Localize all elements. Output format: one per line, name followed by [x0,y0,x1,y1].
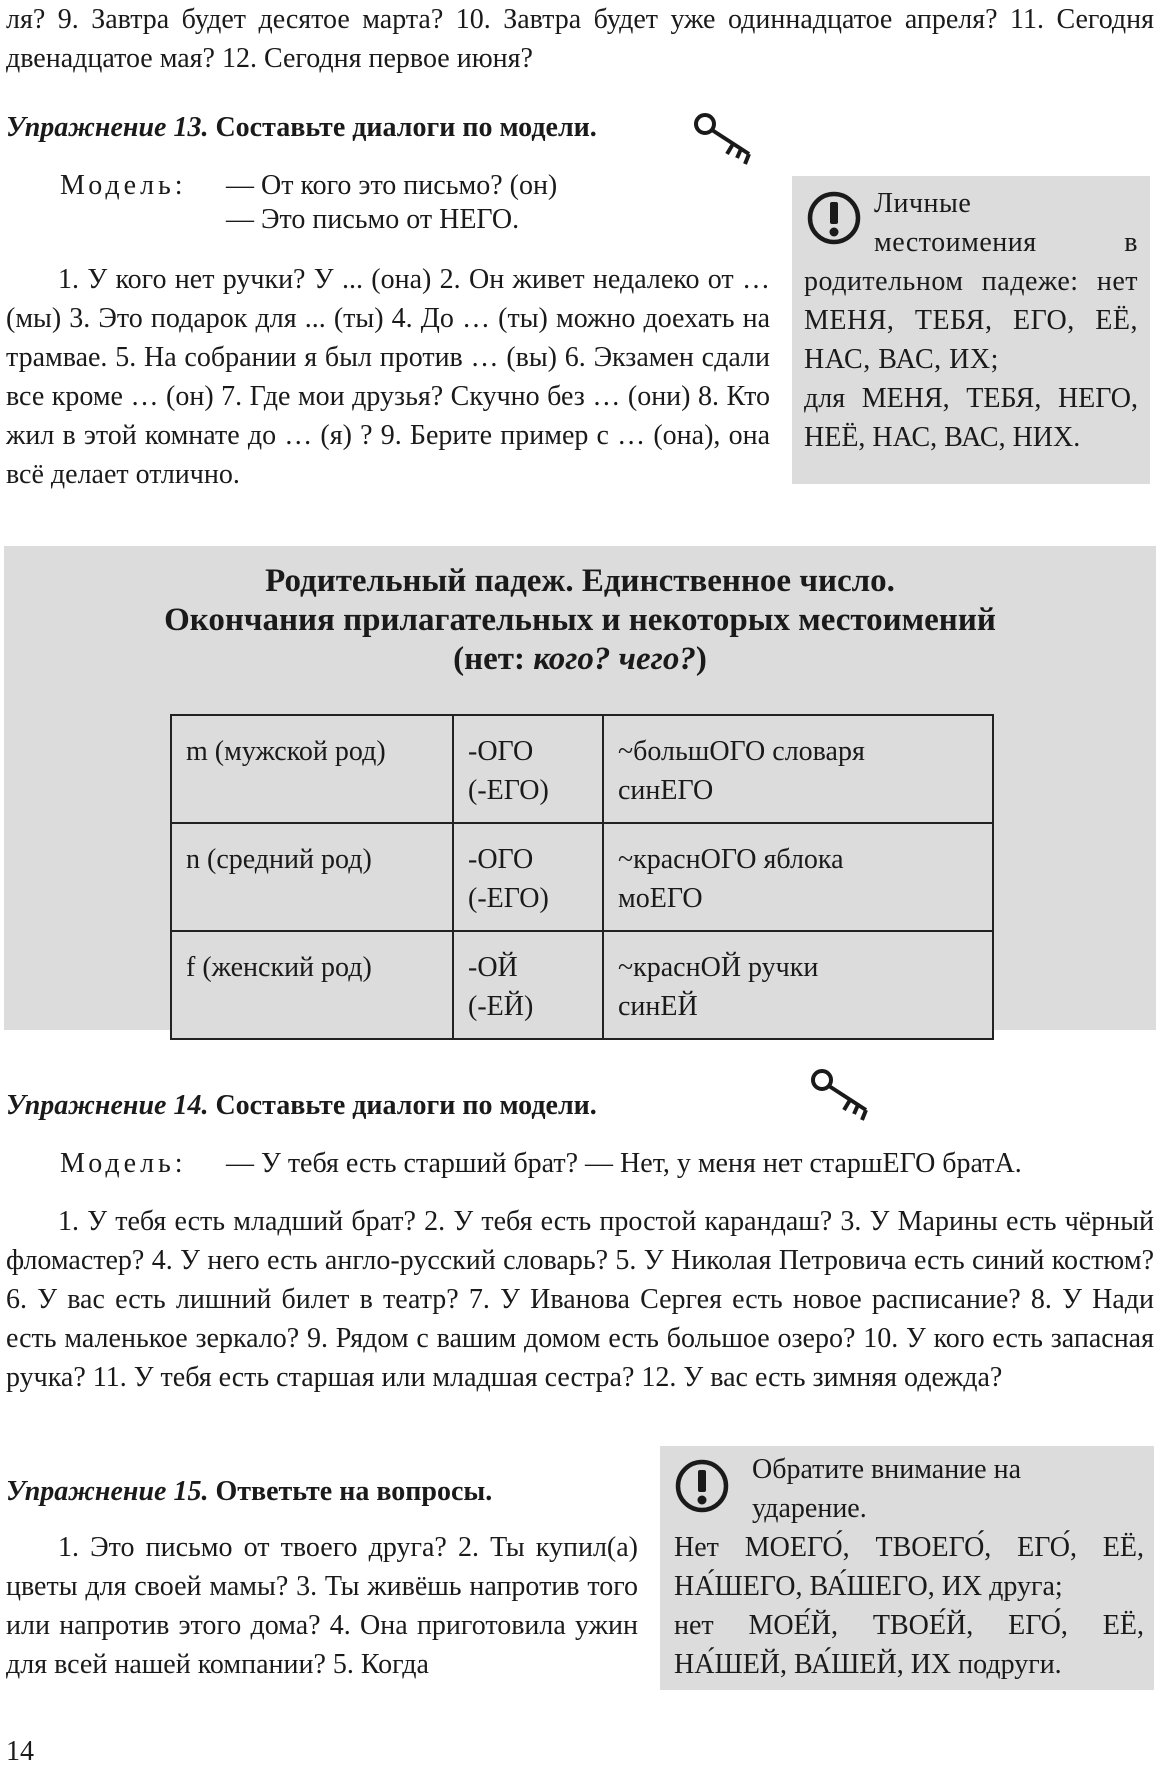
key-icon [810,1066,874,1124]
note-2-line2: Нет МОЕГО́, ТВОЕГО́, ЕГО́, ЕЁ, НА́ШЕГО, ВА́ШЕГО, ИХ друга; [674,1532,1144,1602]
ending-main: -ОГО [468,844,534,875]
exclamation-icon [674,1458,730,1514]
exercise-15-body: 1. Это письмо от твоего друга? 2. Ты купил(а) цветы для своей мамы? 3. Ты живёшь напротив того или напротив этого дома? 4. Она приготовила ужин для всей нашей компании? 5. Когда [6,1532,638,1680]
example-main: ~краснОГО яблока [618,844,844,875]
example-main: ~краснОЙ ручки [618,952,819,983]
model-line-1: — От кого это письмо? (он) [226,170,558,201]
page-number: 14 [6,1736,34,1767]
note-box-stress [660,1446,1154,1690]
example-alt: синЕЙ [618,991,698,1022]
ending-alt: (-ЕГО) [468,883,549,914]
table-row [171,823,993,931]
endings-table [170,714,994,1040]
example-cell [603,931,993,1039]
note-1-text [804,184,1138,457]
exercise-14-body: 1. У тебя есть младший брат? 2. У тебя есть простой карандаш? 3. У Марины есть чёрный фломастер? 4. У него есть англо-русский словарь? 5. У Николая Петровича есть синий костюм? 6. У вас есть лишний билет в театр? 7. У Иванова Сергея есть новое расписание? 8. У Нади есть маленькое зеркало? 9. Рядом с вашим домом есть большое озеро? 10. У кого есть запасная ручка? 11. У тебя есть старшая или младшая сестра? 12. У вас есть зимняя одежда? [6,1206,1154,1393]
exercise-14-label: Упражнение 14. [6,1090,209,1121]
table-row [171,931,993,1039]
ending-cell [453,715,603,823]
note-2-lead: Обратите внимание на ударение. [752,1454,1022,1524]
exercise-15-instruction: Ответьте на вопросы. [215,1476,493,1507]
note-box-pronouns [792,176,1150,484]
ending-alt: (-ЕЙ) [468,991,534,1022]
grammar-title-line-3 [4,640,1156,679]
model-label: Модель: [60,170,187,201]
gender-cell: f (женский род) [171,931,453,1039]
note-2-line3: нет МОЕ́Й, ТВОЕ́Й, ЕГО́, ЕЁ, НА́ШЕЙ, ВА́ШЕЙ, ИХ подруги. [674,1610,1144,1680]
gender-cell: n (средний род) [171,823,453,931]
example-cell [603,823,993,931]
note-1-line2: для МЕНЯ, ТЕБЯ, НЕГО, НЕЁ, НАС, ВАС, НИХ. [804,383,1138,453]
exercise-13-label: Упражнение 13. [6,112,209,143]
exercise-14-header [6,1086,597,1125]
model-line: — У тебя есть старший брат? — Нет, у меня нет старшЕГО братА. [226,1148,1022,1179]
grammar-title-line-1: Родительный падеж. Единственное число. [265,563,895,599]
title-3-prefix: (нет: [453,641,534,677]
exercise-14-instruction: Составьте диалоги по модели. [215,1090,597,1121]
exercise-15-label: Упражнение 15. [6,1476,209,1507]
example-alt: синЕГО [618,775,714,806]
ending-main: -ОЙ [468,952,518,983]
key-icon [693,110,757,168]
title-3-suffix: ) [695,641,707,677]
exercise-15-header [6,1472,492,1511]
exercise-13-header [6,108,597,147]
grammar-title [4,562,1156,679]
grammar-title-line-2: Окончания прилагательных и некоторых местоимений [164,602,996,638]
ending-cell [453,931,603,1039]
top-continuation: ля? 9. Завтра будет десятое марта? 10. Завтра будет уже одиннадцатое апреля? 11. Сегодня двенадцатое мая? 12. Сегодня первое июня? [6,4,1154,74]
title-3-italic: кого? чего? [533,641,696,677]
example-alt: моЕГО [618,883,703,914]
ending-cell [453,823,603,931]
model-label: Модель: [60,1148,187,1179]
exercise-13-body: 1. У кого нет ручки? У ... (она) 2. Он живет недалеко от … (мы) 3. Это подарок для ... (ты) 4. До … (ты) можно доехать на трамвае. 5. На собрании я был против … (вы) 6. Экзамен сдали все кроме … (он) 7. Где мои друзья? Скучно без … (они) 8. Кто жил в этой комнате до … (я) ? 9. Берите пример с … (она), она всё делает отлично. [6,264,770,490]
ending-main: -ОГО [468,736,534,767]
ending-alt: (-ЕГО) [468,775,549,806]
model-line-2: — Это письмо от НЕГО. [226,204,520,235]
example-cell [603,715,993,823]
gender-cell: m (мужской род) [171,715,453,823]
note-1-lead: Личные местоимения в родительном падеже: нет МЕНЯ, ТЕБЯ, ЕГО, ЕЁ, НАС, ВАС, ИХ; [804,188,1138,375]
exercise-13-instruction: Составьте диалоги по модели. [215,112,597,143]
example-main: ~большОГО словаря [618,736,865,767]
table-row [171,715,993,823]
